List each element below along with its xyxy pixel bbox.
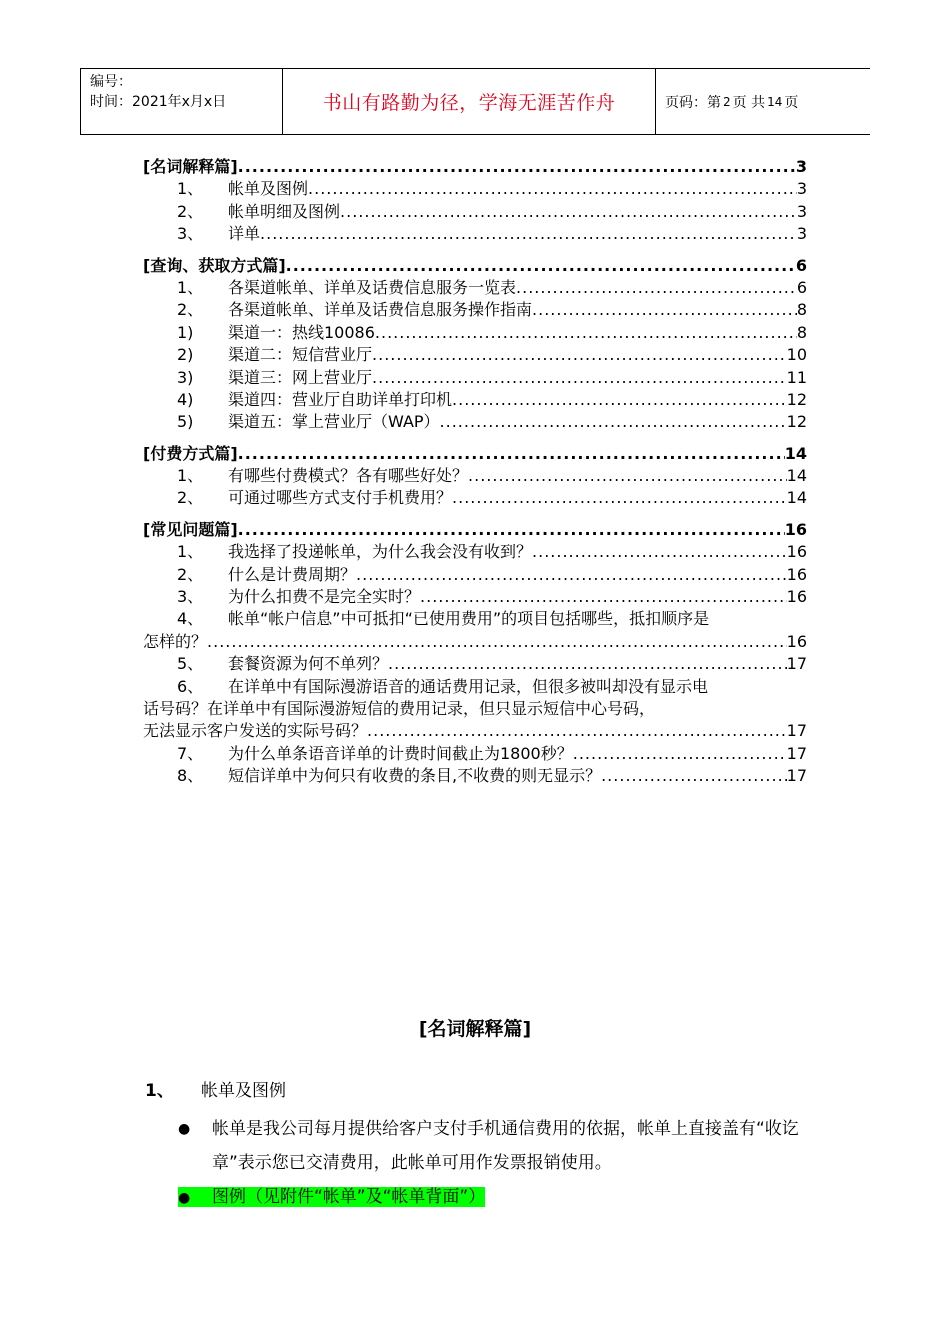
toc-entry-page: 8 bbox=[796, 322, 807, 342]
toc-leader-dots bbox=[238, 519, 785, 541]
section-heading: [名词解释篇] bbox=[418, 1018, 532, 1040]
toc-entry-page: 12 bbox=[786, 412, 807, 432]
page-current: 2 bbox=[723, 94, 731, 109]
toc-leader-dots bbox=[340, 201, 797, 223]
toc-entry[interactable] bbox=[143, 487, 807, 509]
page-prefix: 页码：第 bbox=[665, 94, 721, 111]
toc-entry-page: 16 bbox=[786, 564, 807, 584]
toc-section-heading[interactable] bbox=[143, 443, 807, 465]
toc-entry-title: 为什么扣费不是完全实时？ bbox=[228, 587, 421, 607]
toc-leader-dots bbox=[601, 765, 787, 787]
toc-entry[interactable] bbox=[143, 367, 807, 389]
toc-leader-dots bbox=[356, 564, 787, 586]
toc-entry-number: 2、 bbox=[177, 564, 204, 584]
toc-entry-number: 3) bbox=[177, 367, 194, 387]
bullet-text: 帐单是我公司每月提供给客户支付手机通信费用的依据，帐单上直接盖有“收讫章”表示您已交清费用，此帐单可用作发票报销使用。 bbox=[212, 1119, 799, 1173]
toc-entry-number: 2) bbox=[177, 345, 194, 365]
toc-leader-dots bbox=[308, 178, 797, 200]
toc-leader-dots bbox=[367, 720, 787, 742]
toc-entry-page: 10 bbox=[786, 345, 807, 365]
item-title: 帐单及图例 bbox=[201, 1081, 286, 1101]
toc-entry-title-cont: 话号码？在详单中有国际漫游短信的费用记录，但只显示短信中心号码， bbox=[143, 698, 656, 718]
toc-entry-q8[interactable] bbox=[143, 765, 807, 787]
bullet-dot-icon: ● bbox=[178, 1121, 191, 1137]
toc-entry-q4-line2[interactable] bbox=[143, 631, 807, 653]
highlight-mark bbox=[178, 1187, 485, 1207]
toc-entry-title-cont: 无法显示客户发送的实际号码？ bbox=[143, 721, 368, 741]
toc-entry-page: 17 bbox=[786, 654, 807, 674]
toc-entry-page: 11 bbox=[786, 367, 807, 387]
page-total: 14 bbox=[767, 94, 783, 109]
toc-entry-number: 2、 bbox=[177, 300, 204, 320]
toc-entry-title: [查询、获取方式篇] bbox=[143, 255, 286, 275]
toc-entry-page: 3 bbox=[796, 201, 807, 221]
toc-entry[interactable] bbox=[143, 465, 807, 487]
toc-entry-page: 14 bbox=[786, 488, 807, 508]
toc-entry-title: 可通过哪些方式支付手机费用？ bbox=[228, 488, 453, 508]
toc-leader-dots bbox=[238, 156, 796, 178]
toc-leader-dots bbox=[440, 411, 787, 433]
toc-entry-q7[interactable] bbox=[143, 743, 807, 765]
toc-entry-page: 16 bbox=[786, 587, 807, 607]
toc-leader-dots bbox=[372, 344, 787, 366]
toc-entry-title: 渠道三：网上营业厅 bbox=[228, 367, 373, 387]
toc-leader-dots bbox=[452, 487, 787, 509]
header-motto-cell bbox=[283, 69, 656, 134]
toc-entry-number: 8、 bbox=[177, 766, 204, 786]
number-label: 编号： bbox=[90, 74, 132, 90]
toc-entry-number: 7、 bbox=[177, 743, 204, 763]
toc-section-heading[interactable] bbox=[143, 156, 807, 178]
toc-leader-dots bbox=[260, 223, 797, 245]
toc-entry-title: 渠道二：短信营业厅 bbox=[228, 345, 373, 365]
toc-entry-page: 14 bbox=[784, 443, 807, 463]
toc-entry[interactable] bbox=[143, 201, 807, 223]
toc-entry[interactable] bbox=[143, 178, 807, 200]
toc-entry[interactable] bbox=[143, 411, 807, 433]
toc-entry-title: [常见问题篇] bbox=[143, 519, 238, 539]
toc-leader-dots bbox=[238, 443, 785, 465]
item-number: 1、 bbox=[145, 1081, 174, 1101]
toc-entry-title: 为什么单条语音详单的计费时间截止为1800秒？ bbox=[228, 743, 573, 763]
document-header bbox=[80, 68, 870, 135]
toc-entry-title: 套餐资源为何不单列？ bbox=[228, 654, 389, 674]
toc-leader-dots bbox=[286, 255, 796, 277]
section-item-heading bbox=[145, 1076, 286, 1101]
toc-entry-page: 6 bbox=[795, 255, 807, 275]
toc-entry-number: 2、 bbox=[177, 488, 204, 508]
toc-leader-dots bbox=[468, 465, 787, 487]
toc-entry[interactable] bbox=[143, 389, 807, 411]
toc-entry-page: 16 bbox=[784, 519, 807, 539]
toc-entry[interactable] bbox=[143, 564, 807, 586]
toc-entry-q4-line1[interactable] bbox=[143, 608, 807, 630]
toc-entry-number: 4、 bbox=[177, 609, 204, 629]
toc-entry-q6-line1[interactable] bbox=[143, 676, 807, 698]
toc-leader-dots bbox=[388, 653, 787, 675]
toc-leader-dots bbox=[372, 367, 787, 389]
toc-entry-title: [名词解释篇] bbox=[143, 157, 238, 176]
toc-entry-title: 有哪些付费模式？各有哪些好处？ bbox=[228, 466, 469, 486]
toc-entry-title: 什么是计费周期？ bbox=[228, 564, 357, 584]
toc-entry[interactable] bbox=[143, 541, 807, 563]
motto-text: 书山有路勤为径，学海无涯苦作舟 bbox=[322, 92, 616, 114]
page-indicator bbox=[656, 69, 870, 134]
toc-entry-title: 各渠道帐单、详单及话费信息服务一览表 bbox=[228, 277, 517, 297]
page-mid: 页 共 bbox=[732, 94, 766, 111]
bullet-item-highlighted bbox=[178, 1180, 818, 1215]
toc-entry-title: 渠道五：掌上营业厅（WAP） bbox=[228, 412, 440, 432]
toc-entry-number: 1、 bbox=[177, 277, 204, 297]
toc-entry-number: 5) bbox=[177, 412, 194, 432]
toc-entry-page: 14 bbox=[786, 466, 807, 486]
toc-entry[interactable] bbox=[143, 586, 807, 608]
toc-entry-number: 5、 bbox=[177, 654, 204, 674]
page-suffix: 页 bbox=[784, 94, 799, 111]
toc-entry-number: 1、 bbox=[177, 179, 204, 199]
toc-entry-title: 在详单中有国际漫游语音的通话费用记录，但很多被叫却没有显示电 bbox=[228, 676, 709, 696]
toc-entry-number: 3、 bbox=[177, 224, 204, 244]
toc-leader-dots bbox=[452, 389, 787, 411]
toc-leader-dots bbox=[573, 743, 787, 765]
toc-leader-dots bbox=[420, 586, 787, 608]
toc-entry[interactable] bbox=[143, 299, 807, 321]
toc-leader-dots bbox=[516, 277, 797, 299]
toc-entry-q6-line2[interactable] bbox=[143, 698, 807, 720]
toc-leader-dots bbox=[532, 299, 797, 321]
toc-entry-q5[interactable] bbox=[143, 653, 807, 675]
toc-entry-title: 我选择了投递帐单，为什么我会没有收到？ bbox=[228, 542, 533, 562]
toc-entry-title: 帐单“帐户信息”中可抵扣“已使用费用”的项目包括哪些，抵扣顺序是 bbox=[228, 609, 710, 629]
toc-entry-page: 12 bbox=[786, 389, 807, 409]
toc-entry-title: 短信详单中为何只有收费的条目,不收费的则无显示？ bbox=[228, 766, 602, 786]
toc-entry[interactable] bbox=[143, 223, 807, 245]
bullet-list bbox=[178, 1112, 818, 1215]
toc-entry-page: 3 bbox=[795, 157, 807, 176]
toc-entry-q6-line3[interactable] bbox=[143, 720, 807, 742]
toc-entry-page: 8 bbox=[796, 300, 807, 320]
toc-entry-page: 17 bbox=[786, 743, 807, 763]
toc-entry-page: 3 bbox=[796, 224, 807, 244]
toc-entry-number: 2、 bbox=[177, 201, 204, 221]
toc-entry-number: 6、 bbox=[177, 676, 204, 696]
toc-entry-title: 详单 bbox=[228, 224, 261, 244]
time-label: 时间：2021年x月x日 bbox=[90, 94, 227, 110]
toc-leader-dots bbox=[375, 322, 797, 344]
toc-leader-dots bbox=[532, 541, 787, 563]
bullet-text: 图例（见附件“帐单”及“帐单背面”） bbox=[212, 1187, 486, 1207]
toc-entry-title: 渠道四：营业厅自助详单打印机 bbox=[228, 389, 453, 409]
toc-entry-title: 各渠道帐单、详单及话费信息服务操作指南 bbox=[228, 300, 533, 320]
toc-leader-dots bbox=[207, 631, 787, 653]
toc-entry-number: 1) bbox=[177, 322, 194, 342]
bullet-item bbox=[178, 1112, 818, 1180]
toc-entry-title: 渠道一：热线10086 bbox=[228, 322, 375, 342]
toc-entry-page: 6 bbox=[796, 277, 807, 297]
toc-entry[interactable] bbox=[143, 277, 807, 299]
toc-entry-page: 17 bbox=[786, 766, 807, 786]
toc-section-heading[interactable] bbox=[143, 519, 807, 541]
toc-entry-page: 16 bbox=[786, 631, 807, 651]
toc-entry-title: 帐单及图例 bbox=[228, 179, 309, 199]
toc-entry-page: 16 bbox=[786, 542, 807, 562]
toc-entry-number: 4) bbox=[177, 389, 194, 409]
toc-entry-page: 3 bbox=[796, 179, 807, 199]
toc-entry-page: 17 bbox=[786, 721, 807, 741]
toc-entry[interactable] bbox=[143, 344, 807, 366]
table-of-contents bbox=[143, 156, 807, 788]
toc-section-heading[interactable] bbox=[143, 255, 807, 277]
header-meta bbox=[81, 69, 283, 134]
toc-entry-title: 帐单明细及图例 bbox=[228, 201, 341, 221]
toc-entry[interactable] bbox=[143, 322, 807, 344]
toc-entry-number: 3、 bbox=[177, 587, 204, 607]
toc-entry-number: 1、 bbox=[177, 542, 204, 562]
bullet-dot-icon: ● bbox=[178, 1190, 191, 1206]
toc-entry-title-cont: 怎样的？ bbox=[143, 631, 208, 651]
toc-entry-number: 1、 bbox=[177, 466, 204, 486]
toc-entry-title: [付费方式篇] bbox=[143, 443, 238, 463]
